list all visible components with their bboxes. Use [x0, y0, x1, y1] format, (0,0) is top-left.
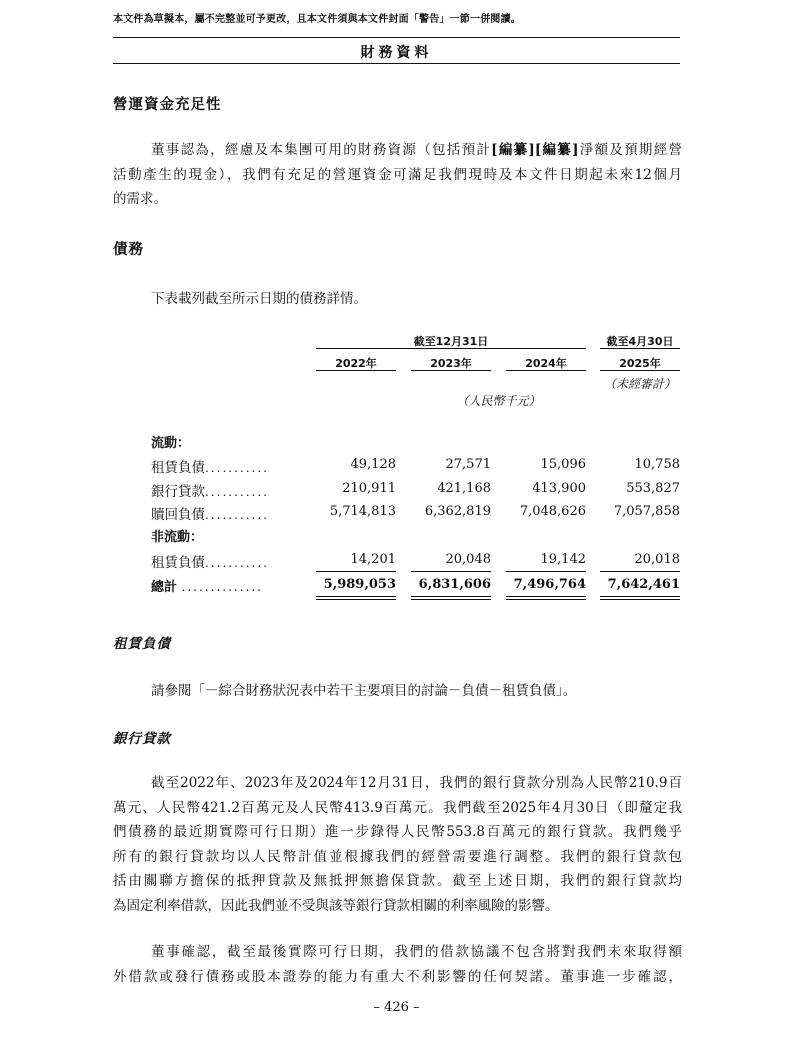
page-number: – 426 – [373, 1000, 420, 1015]
lease-liabilities-text: 請參閱「－綜合財務狀況表中若干主要項目的討論－負債－租賃負債」。 [151, 683, 577, 699]
cell-bank-2023: 421,168 [437, 481, 491, 496]
working-capital-line-3: 的需求。 [113, 191, 167, 207]
table-group-header-apr30: 截至4月30日 [606, 335, 674, 348]
cell-redemption-2022: 5,714,813 [329, 504, 396, 519]
cell-total-2023: 6,831,606 [418, 577, 491, 592]
year-header-2023: 2023年 [430, 357, 472, 370]
total-double-rule-2022-a [316, 596, 396, 597]
cell-total-2025: 7,642,461 [607, 577, 680, 592]
cell-lease-2025: 10,758 [634, 457, 680, 472]
cell-bank-2022: 210,911 [342, 481, 396, 496]
year-header-2022: 2022年 [335, 357, 377, 370]
unit-note: （人民幣千元） [456, 394, 541, 408]
group-header-rule-1 [316, 348, 586, 349]
working-capital-line-1: 董事認為，經慮及本集團可用的財務資源（包括預計[編纂][編纂]淨額及預期經營 [151, 142, 683, 158]
cell-redemption-2024: 7,048,626 [519, 504, 586, 519]
total-double-rule-2024-b [506, 599, 586, 600]
current-label: 流動： [151, 436, 191, 451]
bank-p2-line-1: 董事確認，截至最後實際可行日期，我們的借款協議不包含將對我們未來取得額 [151, 944, 682, 960]
total-double-rule-2023-a [411, 596, 491, 597]
year-rule-2022 [316, 370, 396, 371]
year-rule-2023 [411, 370, 491, 371]
heading-working-capital: 營運資金充足性 [113, 97, 222, 113]
working-capital-paragraph [113, 138, 682, 212]
cell-total-2022: 5,989,053 [323, 577, 396, 592]
table-row-label: 租賃負債........... [151, 555, 269, 571]
debt-intro: 下表載列截至所示日期的債務詳情。 [151, 291, 367, 307]
table-row-label: 銀行貸款........... [151, 484, 269, 500]
year-header-2024: 2024年 [525, 357, 567, 370]
working-capital-line-2: 活動產生的現金），我們有充足的營運資金可滿足我們現時及本文件日期起未來12個月 [113, 166, 682, 183]
cell-redemption-2025: 7,057,858 [613, 504, 680, 519]
header-rule-bottom [113, 63, 680, 64]
cell-nc-lease-2023: 20,048 [445, 552, 491, 567]
cell-redemption-2023: 6,362,819 [424, 504, 491, 519]
bank-line-5: 括由關聯方擔保的抵押貸款及無抵押無擔保貸款。截至上述日期，我們的銀行貸款均 [113, 873, 682, 889]
total-double-rule-2023-b [411, 599, 491, 600]
total-double-rule-2022-b [316, 599, 396, 600]
bank-loans-paragraph-2 [113, 940, 682, 989]
bank-line-1: 截至2022年、2023年及2024年12月31日，我們的銀行貸款分別為人民幣210.9百 [151, 775, 682, 791]
cell-lease-2023: 27,571 [445, 457, 491, 472]
subtotal-rule-2022 [316, 571, 396, 572]
subtotal-rule-2023 [411, 571, 491, 572]
total-double-rule-2025-b [600, 599, 680, 600]
draft-notice: 本文件為草擬本，屬不完整並可予更改，且本文件須與本文件封面「警告」一節一併閱讀。 [113, 14, 521, 25]
cell-lease-2022: 49,128 [350, 457, 396, 472]
subtotal-rule-2025 [600, 571, 680, 572]
year-header-2025: 2025年 [619, 357, 661, 370]
noncurrent-label: 非流動： [151, 530, 204, 545]
unaudited-note: （未經審計） [603, 377, 676, 391]
table-row-label: 租賃負債........... [151, 460, 269, 476]
cell-nc-lease-2024: 19,142 [540, 552, 586, 567]
bank-line-3: 們債務的最近期實際可行日期）進一步錄得人民幣553.8百萬元的銀行貸款。我們幾乎 [113, 824, 682, 840]
total-double-rule-2025-a [600, 596, 680, 597]
heading-lease-liabilities: 租賃負債 [113, 636, 171, 652]
bank-line-6: 為固定利率借款，因此我們並不受與該等銀行貸款相關的利率風險的影響。 [113, 897, 559, 914]
bank-loans-paragraph-1 [113, 771, 682, 918]
group-header-rule-2 [600, 348, 680, 349]
total-double-rule-2024-a [506, 596, 586, 597]
cell-nc-lease-2025: 20,018 [634, 552, 680, 567]
cell-total-2024: 7,496,764 [513, 577, 586, 592]
year-rule-2025 [600, 370, 680, 371]
subtotal-rule-2024 [506, 571, 586, 572]
year-rule-2024 [506, 370, 586, 371]
page-header-title: 財務資料 [360, 45, 433, 61]
cell-bank-2025: 553,827 [626, 481, 680, 496]
bank-line-2: 萬元、人民幣421.2百萬元及人民幣413.9百萬元。我們截至2025年4月30日（即釐定我 [113, 799, 682, 816]
table-group-header-dec31: 截至12月31日 [413, 335, 489, 348]
bank-p2-line-2: 外借款或發行債務或股本證券的能力有重大不利影響的任何契諾。董事進一步確認， [113, 968, 682, 985]
heading-bank-loans: 銀行貸款 [113, 731, 171, 747]
table-row-label: 贖回負債........... [151, 507, 269, 523]
header-rule-top [113, 37, 680, 38]
cell-bank-2024: 413,900 [532, 481, 586, 496]
total-label: 總計 .............. [151, 580, 263, 595]
bank-line-4: 所有的銀行貸款均以人民幣計值並根據我們的經營需要進行調整。我們的銀行貸款包 [113, 848, 682, 865]
heading-debt: 債務 [113, 242, 144, 258]
cell-lease-2024: 15,096 [540, 457, 586, 472]
cell-nc-lease-2022: 14,201 [350, 552, 396, 567]
